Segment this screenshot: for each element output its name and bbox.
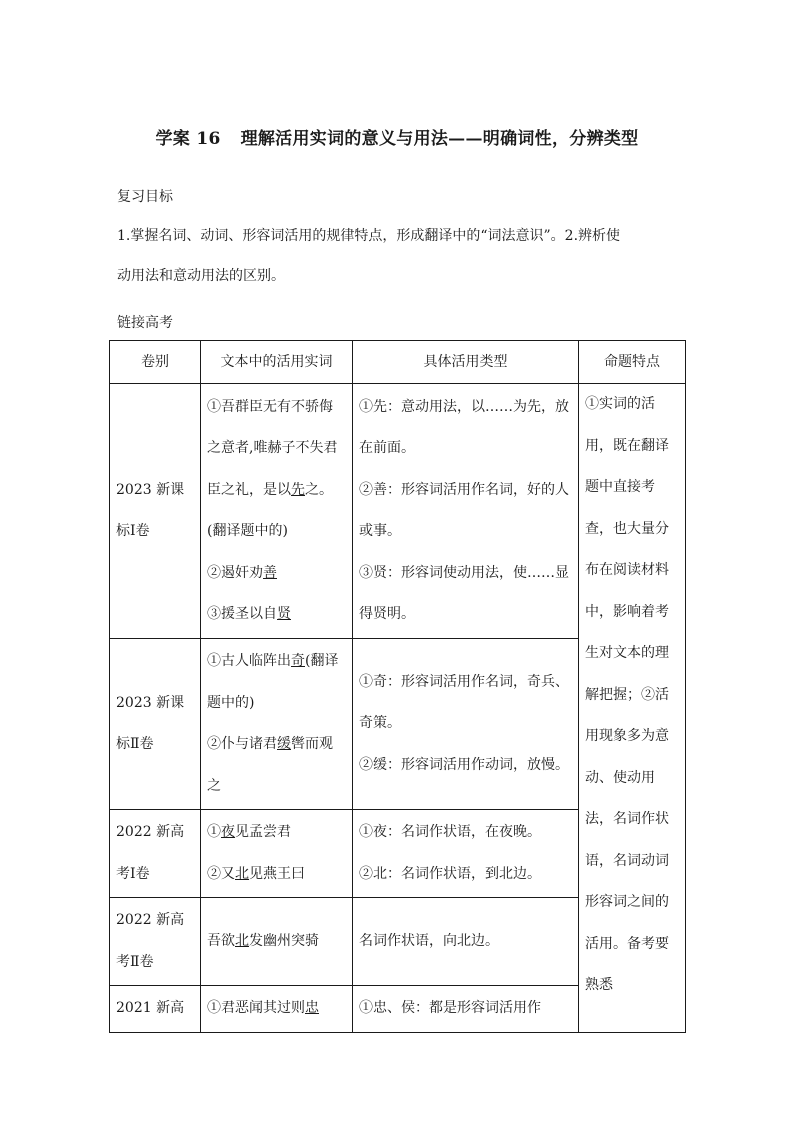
type-line: ①先：意动用法，以……为先，放在前面。 — [359, 398, 569, 456]
text-cell — [201, 639, 353, 810]
type-line: ②北：名词作状语，到北边。 — [359, 865, 541, 882]
key-word: 奇 — [291, 653, 305, 669]
text-line: ③援圣以自贤 — [207, 606, 291, 622]
key-word: 夜 — [221, 824, 235, 840]
header-type: 具体活用类型 — [353, 341, 579, 384]
key-word: 忠 — [305, 1000, 319, 1016]
exam-links-heading: 链接高考 — [117, 315, 173, 331]
type-line: ②缓：形容词活用作动词，放慢。 — [359, 756, 569, 773]
type-cell — [353, 898, 579, 986]
text-cell — [201, 384, 353, 639]
header-text: 文本中的活用实词 — [201, 341, 353, 384]
header-paper: 卷别 — [110, 341, 201, 384]
paper-cell: 2022 新高考Ⅱ卷 — [110, 898, 201, 986]
lesson-title: 理解活用实词的意义与用法——明确词性，分辨类型 — [240, 129, 639, 149]
text-line: ②遏奸劝善 — [207, 564, 277, 581]
page-title — [0, 124, 794, 149]
text-line: ①吾群臣无有不骄侮之意者,唯赫子不失君臣之礼，是以先之。(翻译题中的) — [207, 398, 338, 539]
feature-cell: ①实词的活用，既在翻译题中直接考查，也大量分布在阅读材料中，影响着考生对文本的理解把握；②活用现象多为意动、使动用法，名词作状语，名词动词形容词之间的活用。备考要熟悉 — [579, 384, 686, 1033]
key-word: 缓 — [277, 736, 291, 752]
paper-cell: 2021 新高 — [110, 986, 201, 1033]
header-feature: 命题特点 — [579, 341, 686, 384]
type-cell — [353, 639, 579, 810]
type-cell — [353, 986, 579, 1033]
paper-cell: 2023 新课标Ⅱ卷 — [110, 639, 201, 810]
text-line: ①夜见孟尝君 — [207, 824, 291, 840]
review-goals-line: 动用法和意动用法的区别。 — [117, 268, 285, 284]
lesson-number: 学案 16 — [155, 129, 221, 149]
type-line: ②善：形容词活用作名词，好的人或事。 — [359, 481, 569, 539]
key-word: 北 — [235, 932, 249, 949]
review-goals-text — [117, 216, 687, 296]
type-cell — [353, 810, 579, 898]
type-line: ①忠、侯：都是形容词活用作 — [359, 1000, 541, 1016]
text-line: ①古人临阵出奇(翻译题中的) — [207, 653, 339, 711]
key-word: 善 — [263, 564, 277, 581]
review-goals-heading: 复习目标 — [117, 189, 173, 205]
review-goals-line: 1.掌握名词、动词、形容词活用的规律特点，形成翻译中的“词法意识”。2.辨析使 — [117, 228, 621, 244]
type-line: ①夜：名词作状语，在夜晚。 — [359, 824, 541, 840]
paper-cell: 2022 新高考Ⅰ卷 — [110, 810, 201, 898]
text-line: ①君恶闻其过则忠 — [207, 1000, 319, 1016]
text-line: 吾欲北发幽州突骑 — [207, 932, 319, 949]
key-word: 贤 — [277, 606, 291, 622]
table-header-row — [110, 341, 686, 384]
text-cell — [201, 810, 353, 898]
text-line: ②又北见燕王曰 — [207, 865, 305, 882]
key-word: 先 — [291, 481, 305, 498]
type-line: 名词作状语，向北边。 — [359, 932, 499, 949]
type-line: ①奇：形容词活用作名词，奇兵、奇策。 — [359, 673, 569, 732]
exam-table — [109, 340, 686, 1033]
key-word: 北 — [235, 865, 249, 882]
text-cell — [201, 898, 353, 986]
type-line: ③贤：形容词使动用法，使……显得贤明。 — [359, 564, 569, 622]
text-line: ②仆与诸君缓辔而观之 — [207, 736, 333, 794]
paper-cell: 2023 新课标Ⅰ卷 — [110, 384, 201, 639]
text-cell — [201, 986, 353, 1033]
table-row — [110, 384, 686, 639]
type-cell — [353, 384, 579, 639]
